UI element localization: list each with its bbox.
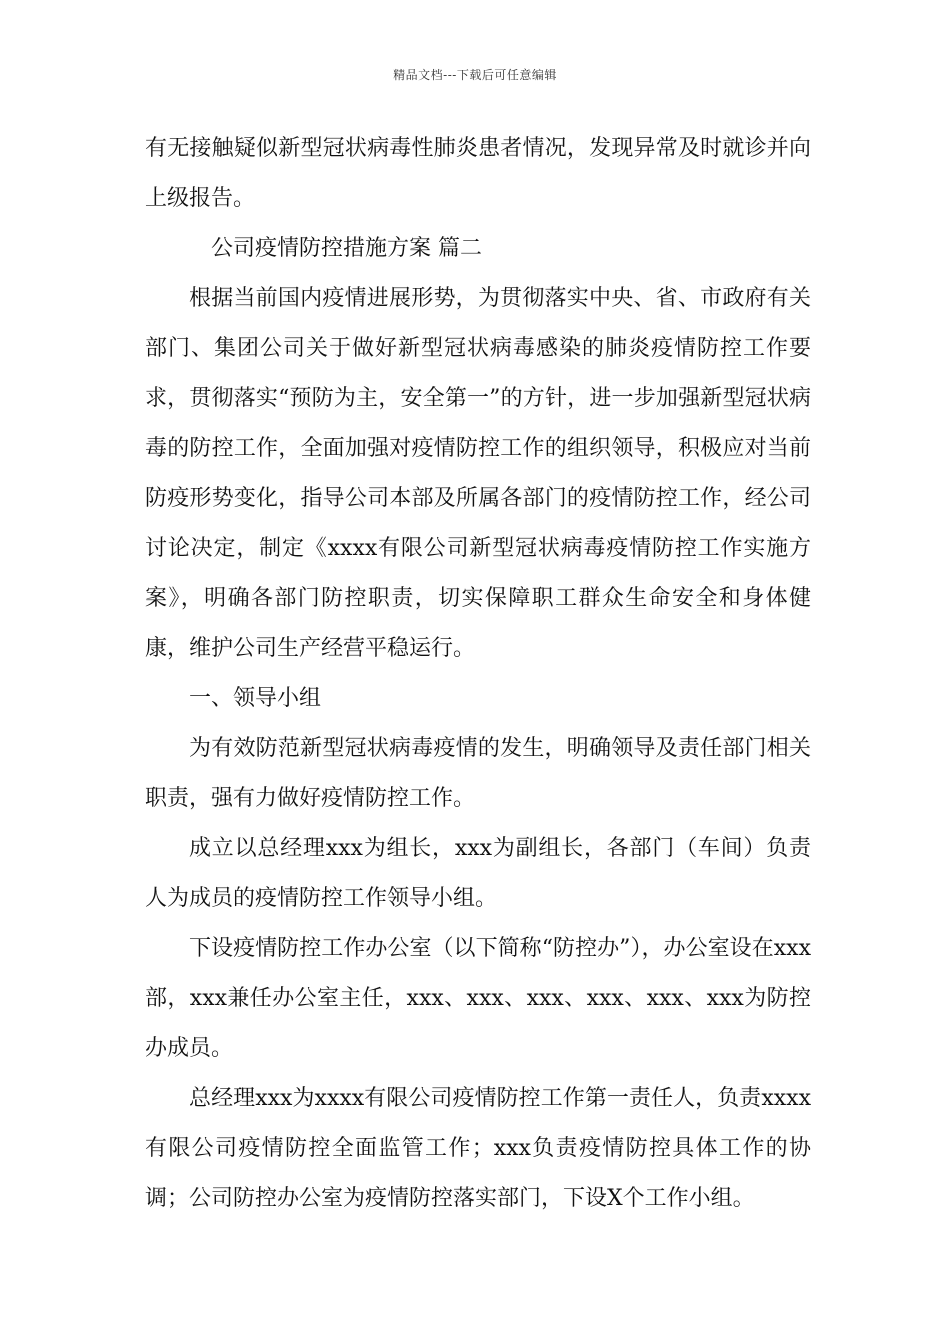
paragraph-office: 下设疫情防控工作办公室（以下简称“防控办”），办公室设在xxx部，xxx兼任办公室主任，xxx、xxx、xxx、xxx、xxx、xxx为防控办成员。 (145, 936, 811, 1061)
document-body (145, 124, 811, 1224)
section-title: 公司疫情防控措施方案 篇二 (211, 236, 482, 261)
section-heading-leadership: 一、领导小组 (189, 686, 322, 711)
paragraph-intro: 根据当前国内疫情进展形势，为贯彻落实中央、省、市政府有关部门、集团公司关于做好新型冠状病毒感染的肺炎疫情防控工作要求，贯彻落实“预防为主，安全第一”的方针，进一步加强新型冠状病毒的防控工作，全面加强对疫情防控工作的组织领导，积极应对当前防疫形势变化，指导公司本部及所属各部门的疫情防控工作，经公司讨论决定，制定《xxxx有限公司新型冠状病毒疫情防控工作实施方案》，明确各部门防控职责，切实保障职工群众生命安全和身体健康，维护公司生产经营平稳运行。 (145, 286, 811, 661)
paragraph-continuation: 有无接触疑似新型冠状病毒性肺炎患者情况，发现异常及时就诊并向上级报告。 (145, 136, 811, 211)
paragraph-team: 成立以总经理xxx为组长，xxx为副组长，各部门（车间）负责人为成员的疫情防控工作领导小组。 (145, 836, 811, 911)
paragraph-purpose: 为有效防范新型冠状病毒疫情的发生，明确领导及责任部门相关职责，强有力做好疫情防控工作。 (145, 736, 811, 811)
paragraph-responsibility: 总经理xxx为xxxx有限公司疫情防控工作第一责任人，负责xxxx有限公司疫情防控全面监管工作；xxx负责疫情防控具体工作的协调；公司防控办公室为疫情防控落实部门，下设X个工作小组。 (145, 1086, 811, 1211)
page-header: 精品文档---下载后可任意编辑 (393, 68, 557, 82)
